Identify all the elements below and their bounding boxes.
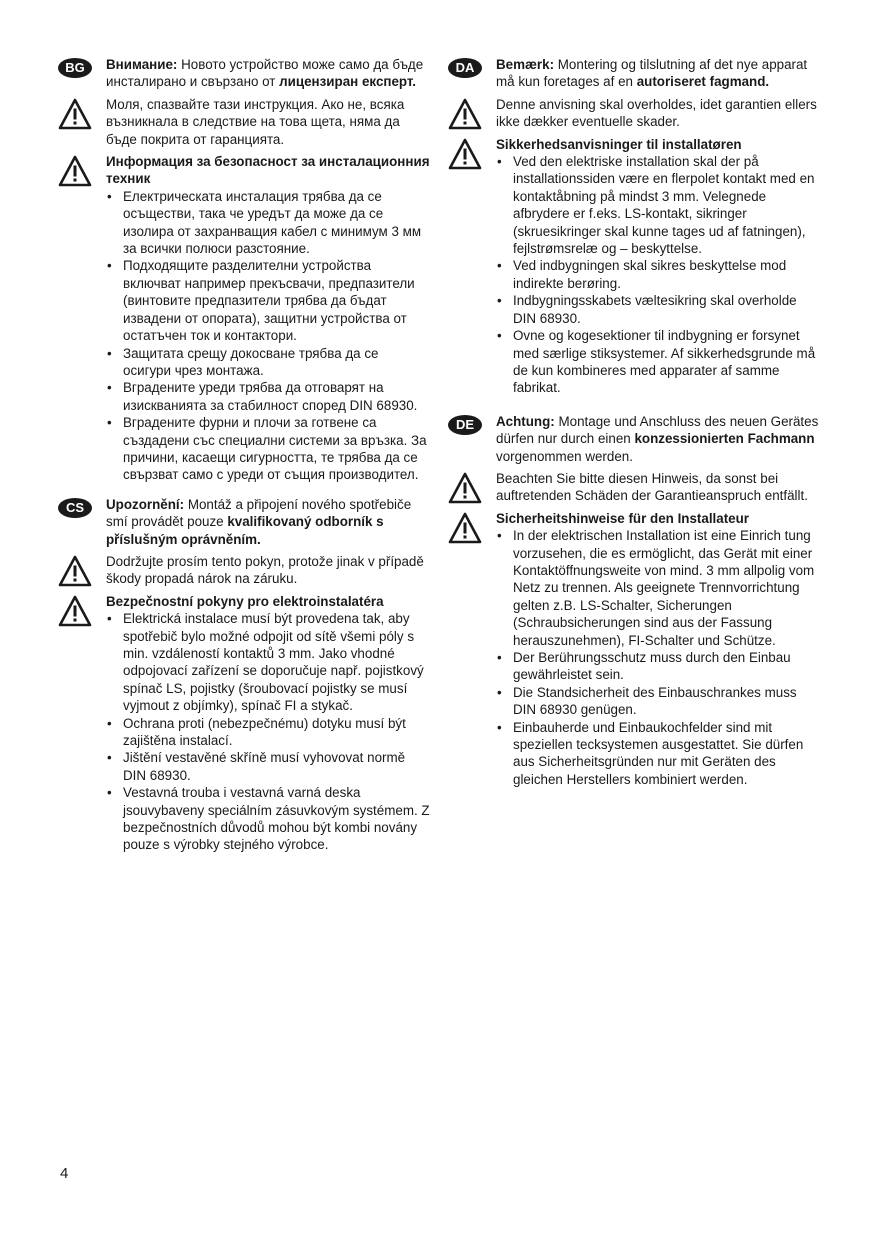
intro-de: Achtung: Montage und Anschluss des neuen Gerätes dürfen nur durch einen konzessionierten Fachmann vorgenommen werden. xyxy=(496,413,819,464)
safety-list-cs xyxy=(106,610,430,854)
section-da xyxy=(448,56,820,397)
warning-triangle-icon xyxy=(58,595,92,629)
warning-triangle-icon xyxy=(58,555,92,589)
list-item: • Вградените фурни и плочи за готвене са създадени със специални системи за връзка. За причини, касаещи сигурността, те трябва да се свързват само с уреди от същия производител. xyxy=(106,414,430,484)
language-badge-da: DA xyxy=(448,58,482,78)
safety-heading-cs: Bezpečnostní pokyny pro elektroinstalatéra xyxy=(106,593,384,609)
list-item: • Подходящите разделителни устройства включват например прекъсвачи, предпазители (винтовите предпазители трябва да бъдат извадени от опората), защитни устройства от остатъчен ток и контактори. xyxy=(106,257,430,344)
warning-triangle-icon xyxy=(58,98,92,132)
warning-triangle-icon xyxy=(58,155,92,189)
warning-triangle-icon xyxy=(448,138,482,172)
section-cs xyxy=(58,496,430,854)
warning-triangle-icon xyxy=(448,472,482,506)
language-badge-bg: BG xyxy=(58,58,92,78)
warning-triangle-icon xyxy=(448,98,482,132)
safety-list-bg xyxy=(106,188,430,484)
list-item: • Indbygningsskabets væltesikring skal overholde DIN 68930. xyxy=(496,292,820,327)
notice-de: Beachten Sie bitte diesen Hinweis, da sonst bei auftretenden Schäden der Garantieanspruch entfällt. xyxy=(496,470,808,504)
section-de xyxy=(448,413,820,789)
intro-da: Bemærk: Montering og tilslutning af det nye apparat må kun foretages af en autoriseret fagmand. xyxy=(496,57,808,90)
safety-heading-da: Sikkerhedsanvisninger til installatøren xyxy=(496,136,742,152)
language-badge-de: DE xyxy=(448,415,482,435)
language-badge-cs: CS xyxy=(58,498,92,518)
list-item: • Elektrická instalace musí být provedena tak, aby spotřebič bylo možné odpojit od sítě všemi póly s min. vzdáleností kontaktů 3 mm. Jako vhodné odpojovací zařízení se doporučuje např. pojistkový spínač LS, pojistky (šroubovací pojistky se musí vyjmout z objímky), spínač FI a stykač. xyxy=(106,610,430,714)
safety-list-de xyxy=(496,527,820,788)
safety-heading-de: Sicherheitshinweise für den Installateur xyxy=(496,510,750,526)
page-number: 4 xyxy=(60,1165,69,1182)
intro-bg: Внимание: Новото устройство може само да бъде инсталирано и свързано от лицензиран експерт. xyxy=(106,57,424,90)
list-item: • Einbauherde und Einbaukochfelder sind mit speziellen tecksystemen ausgestattet. Sie dürfen aus Sicherheitsgründen nur mit Geräten des gleichen Herstellers kombiniert werden. xyxy=(496,719,820,789)
list-item: • Ochrana proti (nebezpečnému) dotyku musí být zajištěna instalací. xyxy=(106,715,430,750)
intro-cs: Upozornění: Montáž a připojení nového spotřebiče smí provádět pouze kvalifikovaný odborník s příslušným oprávněním. xyxy=(106,496,412,547)
left-column xyxy=(58,56,430,860)
right-column xyxy=(448,56,820,794)
warning-triangle-icon xyxy=(448,512,482,546)
notice-da: Denne anvisning skal overholdes, idet garantien ellers ikke dækker eventuelle skader. xyxy=(496,96,817,130)
list-item: • Защитата срещу докосване трябва да се осигури чрез монтажа. xyxy=(106,345,430,380)
list-item: • Jištění vestavěné skříně musí vyhovovat normě DIN 68930. xyxy=(106,749,430,784)
safety-list-da xyxy=(496,153,820,397)
list-item: • Vestavná trouba i vestavná varná deska jsouvybaveny speciálním zásuvkovým systémem. Z bezpečnostních důvodů mohou být kombi novány pouze s výrobky stejného výrobce. xyxy=(106,784,430,854)
list-item: • Der Berührungsschutz muss durch den Einbau gewährleistet sein. xyxy=(496,649,820,684)
safety-heading-bg: Информация за безопасност за инсталационния техник xyxy=(106,154,430,187)
list-item: • Ved den elektriske installation skal der på installationssiden være en flerpolet kontakt med en kontaktåbning på mindst 3 mm. Velegnede afbrydere er f.eks. LS-kontakt, sikringer (skruesikringer skal kunne tages ud af fatningen), fejlstrømsrelæ og – beskyttelse. xyxy=(496,153,820,257)
notice-cs: Dodržujte prosím tento pokyn, protože jinak v případě škody propadá nárok na záruku. xyxy=(106,553,424,587)
list-item: • In der elektrischen Installation ist eine Einrich tung vorzusehen, die es ermöglicht, das Gerät mit einer Kontaktöffnungsweite von mind. 3 mm allpolig vom Netz zu trennen. Als geeignete Trennvorrichtung gelten z.B. LS-Schalter, Sicherungen (Schraubsicherungen sind aus der Fassung herauszunehmen), FI-Schalter und Schütze. xyxy=(496,527,820,649)
section-bg xyxy=(58,56,430,484)
list-item: • Ovne og kogesektioner til indbygning er forsynet med særlige stiksystemer. Af sikkerhedsgrunde må de kun kombineres med apparater af samme fabrikat. xyxy=(496,327,820,397)
list-item: • Ved indbygningen skal sikres beskyttelse mod indirekte berøring. xyxy=(496,257,820,292)
list-item: • Die Standsicherheit des Einbauschrankes muss DIN 68930 genügen. xyxy=(496,684,820,719)
list-item: • Вградените уреди трябва да отговарят на изискванията за стабилност според DIN 68930. xyxy=(106,379,430,414)
list-item: • Електрическата инсталация трябва да се осъществи, така че уредът да може да се изолира от захранващия кабел с минимум 3 мм за всички полюси разстояние. xyxy=(106,188,430,258)
notice-bg: Моля, спазвайте тази инструкция. Ако не, всяка възникнала в следствие на това щета, няма да бъде покрита от гаранцията. xyxy=(106,96,405,147)
